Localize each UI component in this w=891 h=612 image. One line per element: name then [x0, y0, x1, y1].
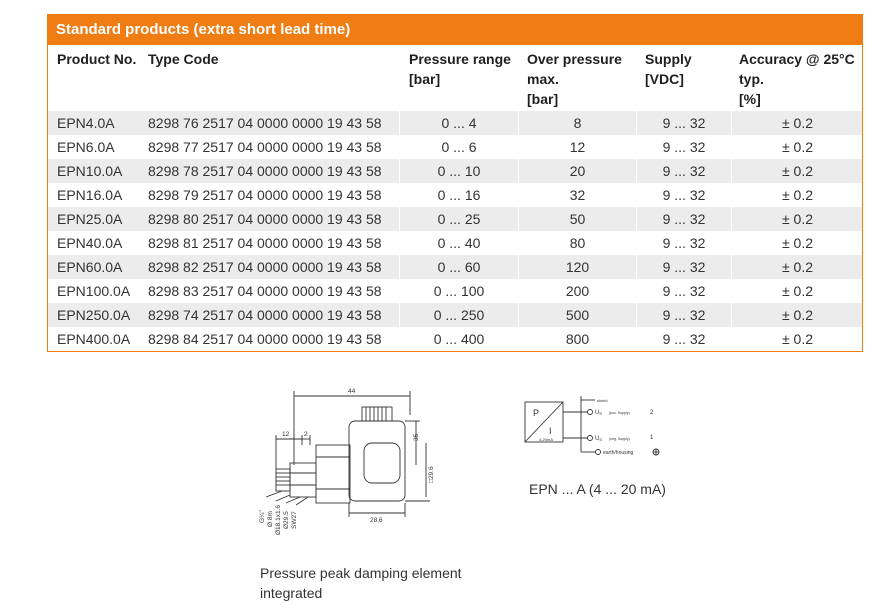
header-over-pressure: Over pressure max. [bar]	[527, 51, 622, 107]
table-row	[48, 159, 862, 183]
dim-sw-label: SW27	[291, 511, 298, 529]
type-code-cell: 8298 81 2517 04 0000 0000 19 43 58	[148, 235, 382, 251]
product-no-cell: EPN6.0A	[57, 139, 115, 155]
type-code-cell: 8298 82 2517 04 0000 0000 19 43 58	[148, 259, 382, 275]
column-divider	[518, 111, 519, 351]
table-row	[48, 207, 862, 231]
pressure-range-cell: 0 ... 60	[437, 259, 481, 275]
type-code-cell: 8298 77 2517 04 0000 0000 19 43 58	[148, 139, 382, 155]
us-neg-note: (neg. Supply)	[609, 437, 630, 441]
supply-cell: 9 ... 32	[662, 283, 706, 299]
current-label: 4-20mA	[539, 437, 554, 442]
over-pressure-cell: 50	[569, 211, 586, 227]
us-pos-label: US	[595, 410, 603, 416]
type-code-cell: 8298 78 2517 04 0000 0000 19 43 58	[148, 163, 382, 179]
supply-cell: 9 ... 32	[662, 211, 706, 227]
pressure-range-cell: 0 ... 25	[437, 211, 481, 227]
supply-cell: 9 ... 32	[662, 139, 706, 155]
header-pressure-range: Pressure range [bar]	[409, 51, 511, 87]
pressure-range-cell: 0 ... 4	[441, 115, 477, 131]
pin-1-label: 1	[650, 435, 654, 441]
sensor-i-label: I	[549, 426, 552, 436]
pressure-range-cell: 0 ... 6	[441, 139, 477, 155]
over-pressure-cell: 20	[569, 163, 586, 179]
accuracy-cell: ± 0.2	[781, 331, 814, 347]
dim-seal-label: Ø 8m	[267, 511, 274, 527]
dim-bottom-label: 28.6	[370, 517, 383, 524]
drawing-caption: Pressure peak damping element integrated	[260, 565, 462, 601]
product-no-cell: EPN10.0A	[57, 163, 123, 179]
schematic-caption: EPN ... A (4 ... 20 mA)	[529, 481, 666, 497]
pressure-range-cell: 0 ... 400	[433, 331, 485, 347]
over-pressure-cell: 120	[565, 259, 590, 275]
type-code-cell: 8298 80 2517 04 0000 0000 19 43 58	[148, 211, 382, 227]
supply-cell: 9 ... 32	[662, 115, 706, 131]
column-divider	[399, 111, 400, 351]
over-pressure-cell: 32	[569, 187, 586, 203]
table-body	[48, 111, 862, 351]
dim-height-label: 35	[413, 433, 420, 441]
type-code-cell: 8298 84 2517 04 0000 0000 19 43 58	[148, 331, 382, 347]
supply-cell: 9 ... 32	[662, 307, 706, 323]
earth-label: earth/housing	[603, 450, 634, 456]
accuracy-cell: ± 0.2	[781, 307, 814, 323]
over-pressure-cell: 8	[573, 115, 582, 131]
supply-cell: 9 ... 32	[662, 259, 706, 275]
type-code-cell: 8298 76 2517 04 0000 0000 19 43 58	[148, 115, 382, 131]
pressure-range-cell: 0 ... 100	[433, 283, 485, 299]
table-row	[48, 111, 862, 135]
sensor-dimension-drawing	[252, 385, 442, 535]
type-code-cell: 8298 83 2517 04 0000 0000 19 43 58	[148, 283, 382, 299]
dim-width-label: 44	[348, 388, 356, 395]
accuracy-cell: ± 0.2	[781, 163, 814, 179]
supply-cell: 9 ... 32	[662, 187, 706, 203]
table-row	[48, 303, 862, 327]
product-no-cell: EPN60.0A	[57, 259, 123, 275]
table-row	[48, 231, 862, 255]
over-pressure-cell: 500	[565, 307, 590, 323]
product-no-cell: EPN400.0A	[57, 331, 131, 347]
accuracy-cell: ± 0.2	[781, 115, 814, 131]
dim-thread-label: G¼"	[259, 510, 266, 523]
accuracy-cell: ± 0.2	[781, 283, 814, 299]
over-pressure-cell: 80	[569, 235, 586, 251]
accuracy-cell: ± 0.2	[781, 139, 814, 155]
header-type-code: Type Code	[148, 51, 219, 67]
table-title: Standard products (extra short lead time)	[48, 15, 862, 45]
product-no-cell: EPN40.0A	[57, 235, 123, 251]
dim-square-label: □29.6	[428, 466, 435, 483]
supply-cell: 9 ... 32	[662, 331, 706, 347]
accuracy-cell: ± 0.2	[781, 259, 814, 275]
supply-cell: 9 ... 32	[662, 235, 706, 251]
header-product-no: Product No.	[57, 51, 137, 67]
table-row	[48, 327, 862, 351]
over-pressure-cell: 200	[565, 283, 590, 299]
table-row	[48, 255, 862, 279]
type-code-cell: 8298 74 2517 04 0000 0000 19 43 58	[148, 307, 382, 323]
pressure-range-cell: 0 ... 16	[437, 187, 481, 203]
pressure-range-cell: 0 ... 10	[437, 163, 481, 179]
shield-label: shield	[597, 398, 608, 403]
type-code-cell: 8298 79 2517 04 0000 0000 19 43 58	[148, 187, 382, 203]
us-neg-label: US	[595, 436, 603, 442]
over-pressure-cell: 800	[565, 331, 590, 347]
dim-gap-label: 2	[304, 431, 308, 438]
table-row	[48, 135, 862, 159]
table-header	[48, 45, 862, 111]
accuracy-cell: ± 0.2	[781, 187, 814, 203]
column-divider	[731, 111, 732, 351]
pressure-range-cell: 0 ... 250	[433, 307, 485, 323]
product-no-cell: EPN4.0A	[57, 115, 115, 131]
supply-cell: 9 ... 32	[662, 163, 706, 179]
wiring-schematic	[517, 392, 677, 462]
column-divider	[636, 111, 637, 351]
header-accuracy: Accuracy @ 25°C typ. [%]	[739, 51, 855, 107]
standard-products-table	[47, 14, 863, 352]
table-row	[48, 183, 862, 207]
product-no-cell: EPN100.0A	[57, 283, 131, 299]
header-supply: Supply [VDC]	[645, 51, 692, 87]
product-no-cell: EPN25.0A	[57, 211, 123, 227]
dim-left-label: 12	[282, 431, 290, 438]
sensor-p-label: P	[533, 408, 540, 418]
accuracy-cell: ± 0.2	[781, 235, 814, 251]
dim-d1-label: Ø18.1x1.6	[275, 505, 282, 535]
over-pressure-cell: 12	[569, 139, 586, 155]
product-no-cell: EPN250.0A	[57, 307, 131, 323]
us-pos-note: (pos. Supply)	[609, 411, 630, 415]
accuracy-cell: ± 0.2	[781, 211, 814, 227]
pin-2-label: 2	[650, 410, 654, 416]
table-row	[48, 279, 862, 303]
product-no-cell: EPN16.0A	[57, 187, 123, 203]
dim-d2-label: Ø29.5	[283, 511, 290, 529]
pressure-range-cell: 0 ... 40	[437, 235, 481, 251]
